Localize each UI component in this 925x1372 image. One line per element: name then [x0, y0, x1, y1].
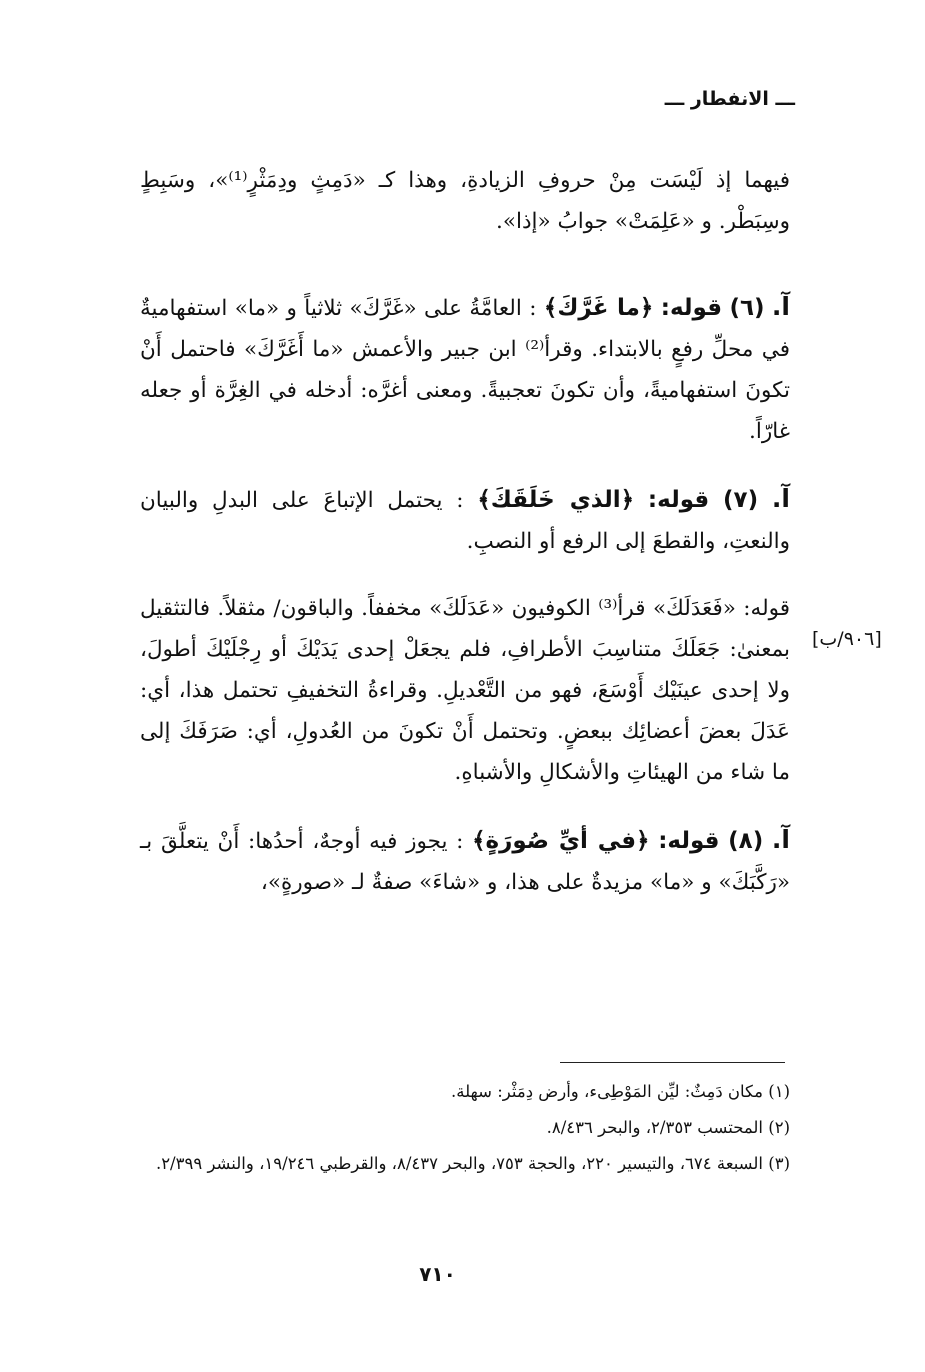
- manuscript-folio-reference: [٩٠٦/ب]: [812, 628, 882, 650]
- paragraph-fa-adalak: قوله: «فَعَدَلَكَ» قرأ⁽³⁾ الكوفيون «عَدَلَكَ» مخففاً. والباقون/ مثقلاً. فالتثقيل بمعنىٰ: جَعَلَكَ متناسِبَ الأطرافِ، فلم يجعَلْ إحدى يَدَيْكَ أو رِجْلَيْكَ أطولَ، ولا إحدى عينَيْك أَوْسَعَ، فهو من التَّعْديلِ. وقراءةُ التخفيفِ تحتمل هذا، أي: عَدَلَ بعضَ أعضائِك ببعضٍ. وتحتمل أَنْ تكونَ من العُدولِ، أي: صَرَفَكَ إلى ما شاء من الهيئاتِ والأشكالِ والأشباهِ.: [140, 596, 790, 785]
- verse-marker: آ.: [771, 292, 790, 321]
- running-header: ـــ الانفطار ـــ: [664, 88, 795, 110]
- footnote-2: (٢) المحتسب ٢/٣٥٣، والبحر ٨/٤٣٦.: [546, 1118, 790, 1137]
- verse-number: (٨): [728, 828, 764, 854]
- footnote-divider: [560, 1062, 785, 1063]
- qawl-label: قوله:: [660, 295, 723, 321]
- paragraph-text: : يجوز فيه أوجهٌ، أحدُها: أَنْ يتعلَّقَ بـ «رَكَّبَكَ» و «ما» مزيدةٌ على هذا، و «شاءَ» صفةٌ لـ «صورةٍ»،: [140, 829, 790, 895]
- verse-number: (٦): [729, 295, 765, 321]
- paragraph-text: : يحتمل الإتباعَ على البدلِ والبيان والنعتِ، والقطعَ إلى الرفع أو النصبِ.: [140, 488, 790, 554]
- paragraph-verse-8: [140, 819, 790, 903]
- footnote-3: (٣) السبعة ٦٧٤، والتيسير ٢٢٠، والحجة ٧٥٣، والبحر ٨/٤٣٧، والقرطبي ١٩/٢٤٦، والنشر ٢/٣٩٩.: [155, 1154, 790, 1173]
- quran-quote: ﴿ما غَرَّكَ﴾: [543, 295, 654, 321]
- paragraph-verse-7: [140, 478, 790, 562]
- quran-quote: ﴿الذي خَلَقَكَ﴾: [477, 487, 635, 513]
- paragraph-1: فيهما إذ لَيْسَت مِنْ حروفِ الزيادةِ، وهذا كـ «دَمِثٍ ودِمَثْرٍ⁽¹⁾»، وسَبِطٍ وسِبَطْر. و «عَلِمَتْ» جوابُ «إذا».: [140, 168, 790, 234]
- main-text: [140, 160, 790, 929]
- page-number: ٧١٠: [419, 1262, 456, 1286]
- qawl-label: قوله:: [647, 487, 710, 513]
- verse-marker: آ.: [771, 825, 790, 854]
- qawl-label: قوله:: [658, 828, 720, 854]
- quran-quote: ﴿في أيِّ صُورَةٍ﴾: [472, 828, 650, 854]
- footnotes: [110, 1074, 790, 1182]
- verse-number: (٧): [723, 487, 759, 513]
- verse-marker: آ.: [771, 484, 790, 513]
- footnote-1: (١) مكان دَمِثٌ: ليِّن المَوْطِىء، وأرض دِمَثْر: سهلة.: [451, 1082, 790, 1101]
- paragraph-text: : العامَّةُ على «غَرَّكَ» ثلاثياً و «ما» استفهاميةٌ في محلِّ رفعٍ بالابتداء. وقرأ⁽²⁾ ابن جبير والأعمش «ما أَغَرَّكَ» فاحتمل أَنْ تكونَ استفهاميةً، وأن تكونَ تعجبيةً. ومعنى أغرَّه: أدخله في الغِرَّة أو جعله غارّاً.: [140, 296, 790, 444]
- paragraph-verse-6: [140, 286, 790, 452]
